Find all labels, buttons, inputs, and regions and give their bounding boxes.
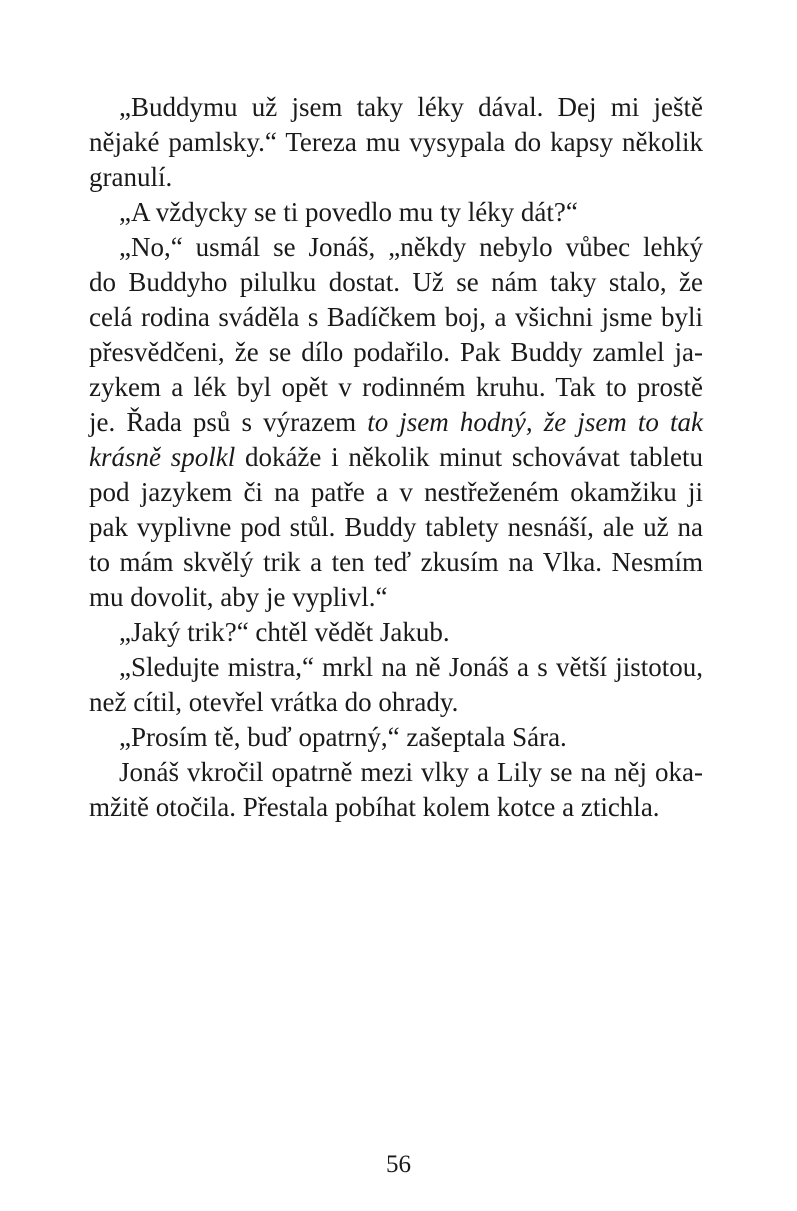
text-line <box>89 685 703 720</box>
text-line <box>89 475 703 510</box>
text-segment: „Buddymu už jsem taky léky dával. Dej mi ještě <box>119 92 703 122</box>
text-segment: Jonáš vkročil opatrně mezi vlky a Lily se na něj oka- <box>119 757 703 787</box>
text-line <box>89 335 703 370</box>
text-segment: mu dovolit, aby je vyplivl.“ <box>89 582 388 612</box>
text-line <box>89 265 703 300</box>
text-segment: to mám skvělý trik a ten teď zkusím na Vlka. Nesmím <box>89 547 703 577</box>
text-segment: mžitě otočila. Přestala pobíhat kolem kotce a ztichla. <box>89 792 660 822</box>
text-segment: granulí. <box>89 162 173 192</box>
text-segment: „Prosím tě, buď opatrný,“ zašeptala Sára. <box>119 722 567 752</box>
text-segment: pod jazykem či na patře a v nestřeženém okamžiku ji <box>89 477 703 507</box>
text-line <box>89 125 703 160</box>
text-segment: než cítil, otevřel vrátka do ohrady. <box>89 687 459 717</box>
text-segment: přesvědčeni, že se dílo podařilo. Pak Buddy zamlel ja- <box>89 337 703 367</box>
text-segment: „A vždycky se ti povedlo mu ty léky dát?“ <box>119 197 578 227</box>
text-segment: celá rodina sváděla s Badíčkem boj, a všichni jsme byli <box>89 302 703 332</box>
text-segment: dokáže i několik minut schovávat tabletu <box>235 442 703 472</box>
text-line <box>89 405 703 440</box>
text-segment: zykem a lék byl opět v rodinném kruhu. Tak to prostě <box>89 372 703 402</box>
page-body <box>89 90 703 825</box>
italic-text: to jsem hodný, že jsem to tak <box>367 407 703 437</box>
text-line <box>89 650 703 685</box>
italic-text: krásně spolkl <box>89 442 236 472</box>
text-segment: „Jaký trik?“ chtěl vědět Jakub. <box>119 617 450 647</box>
page-number: 56 <box>386 1151 411 1178</box>
text-line <box>89 790 703 825</box>
text-segment: pak vyplivne pod stůl. Buddy tablety nesnáší, ale už na <box>89 512 703 542</box>
text-line <box>89 580 703 615</box>
text-line <box>89 440 703 475</box>
text-line <box>89 615 703 650</box>
text-line <box>89 300 703 335</box>
text-line <box>89 720 703 755</box>
text-line <box>89 195 703 230</box>
text-line <box>89 545 703 580</box>
text-segment: je. Řada psů s výrazem <box>89 407 368 437</box>
text-segment: do Buddyho pilulku dostat. Už se nám taky stalo, že <box>89 267 703 297</box>
text-line <box>89 90 703 125</box>
text-segment: „Sledujte mistra,“ mrkl na ně Jonáš a s větší jistotou, <box>119 652 703 682</box>
text-line <box>89 160 703 195</box>
text-segment: nějaké pamlsky.“ Tereza mu vysypala do kapsy několik <box>89 127 703 157</box>
text-line <box>89 370 703 405</box>
text-line <box>89 230 703 265</box>
text-segment: „No,“ usmál se Jonáš, „někdy nebylo vůbec lehký <box>119 232 703 262</box>
text-line <box>89 510 703 545</box>
text-line <box>89 755 703 790</box>
